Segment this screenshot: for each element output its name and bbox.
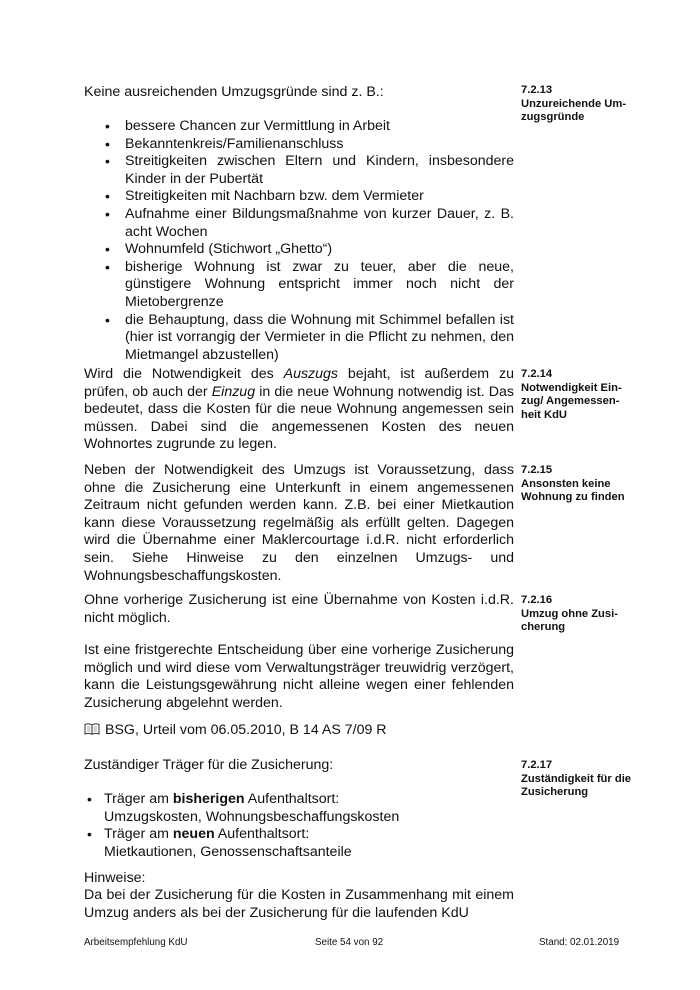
list-item: • bessere Chancen zur Vermittlung in Arbeit xyxy=(84,118,514,136)
reasons-list xyxy=(84,118,514,364)
section-number: 7.2.15 xyxy=(521,464,553,476)
margin-note-7-2-14 xyxy=(521,368,651,422)
list-item: • bisherige Wohnung ist zwar zu teuer, aber die neue, günstigere Wohnung entspricht immer noch nicht der Mietobergrenze xyxy=(84,259,514,312)
text-segment: Umzugskosten, Wohnungsbeschaffungskosten xyxy=(104,808,400,825)
hinweise-title: Hinweise: xyxy=(84,870,146,886)
paragraph-einzug xyxy=(84,366,514,454)
section-heading: zugsgründe xyxy=(521,111,585,124)
margin-note-7-2-13 xyxy=(521,84,651,125)
section-number: 7.2.14 xyxy=(521,368,553,380)
margin-note-7-2-16 xyxy=(521,594,651,635)
text-segment: bejaht, ist außerdem zu prüfen, ob auch der xyxy=(84,366,514,400)
section-heading: Umzug ohne Zusi- xyxy=(521,607,618,620)
book-icon xyxy=(84,723,100,735)
section-heading: Zusicherung xyxy=(521,786,589,799)
list-item: • die Behauptung, dass die Wohnung mit Schimmel befallen ist (hier ist vorrangig der Vermieter in die Pflicht zu nehmen, den Mietmangel abzustellen) xyxy=(84,312,514,365)
text-segment: Träger am xyxy=(104,791,173,807)
section-heading: cherung xyxy=(521,621,566,634)
text-segment: in die neue Wohnung notwendig ist. Das bedeutet, dass die Kosten für die neue Wohnung angemessen sein müssen. Dabei sind die angemessenen Kosten des neuen Wohnortes zugrunde zu legen. xyxy=(84,383,514,453)
emphasis-bisherigen: bisherigen xyxy=(172,791,245,807)
list-item xyxy=(84,791,514,826)
text-segment: Aufenthaltsort: xyxy=(244,791,340,807)
section-heading: Wohnung zu finden xyxy=(521,491,625,504)
text-segment: Mietkautionen, Genossenschaftsanteile xyxy=(104,843,352,860)
citation-text: BSG, Urteil vom 06.05.2010, B 14 AS 7/09 R xyxy=(105,722,387,738)
section-heading: Zuständigkeit für die xyxy=(521,772,632,785)
section-heading: heit KdU xyxy=(521,408,567,421)
section-heading: Unzureichende Um- xyxy=(521,97,627,110)
zustaendig-intro: Zuständiger Träger für die Zusicherung: xyxy=(84,757,334,773)
paragraph-fristgerecht: Ist eine fristgerechte Entscheidung über eine vorherige Zusicherung möglich und wird diese vom Verwaltungsträger treuwidrig verzögert, kann die Leistungsgewährung nicht alleine wegen einer fehlenden Zusicherung abgelehnt werden. xyxy=(84,642,514,711)
section-heading: zug/ Angemessen- xyxy=(521,395,620,408)
section-heading: Notwendigkeit Ein- xyxy=(521,381,622,394)
margin-note-7-2-15 xyxy=(521,464,651,505)
emphasis-neuen: neuen xyxy=(172,826,215,843)
intro-text: Keine ausreichenden Umzugsgründe sind z. B.: xyxy=(84,84,384,100)
section-number: 7.2.16 xyxy=(521,594,553,606)
emphasis-einzug: Einzug xyxy=(211,383,256,400)
footer-page-number: Seite 54 von 92 xyxy=(315,937,384,948)
text-segment: Aufenthaltsort: xyxy=(214,826,310,843)
list-item: • Streitigkeiten zwischen Eltern und Kindern, insbesondere Kinder in der Pubertät xyxy=(84,153,514,188)
paragraph-ohne-zusicherung: Ohne vorherige Zusicherung ist eine Übernahme von Kosten i.d.R. nicht möglich. xyxy=(84,592,514,626)
margin-note-7-2-17 xyxy=(521,759,651,800)
bsg-reference xyxy=(84,722,514,740)
text-segment: Träger am xyxy=(104,826,173,843)
list-item: • Aufnahme einer Bildungsmaßnahme von kurzer Dauer, z. B. acht Wochen xyxy=(84,206,514,241)
section-heading: Ansonsten keine xyxy=(521,477,611,490)
emphasis-auszug: Auszugs xyxy=(283,366,339,382)
paragraph-voraussetzung: Neben der Notwendigkeit des Umzugs ist Voraussetzung, dass ohne die Zusicherung eine Unterkunft in einem angemessenen Zeitraum nicht gefunden werden kann. Z.B. bei einer Mietkaution kann diese Voraussetzung regelmäßig als erfüllt gelten. Dagegen wird die Übernahme einer Maklercourtage i.d.R. nicht erforderlich sein. Siehe Hinweise zu den einzelnen Umzugs- und Wohnungsbeschaffungskosten. xyxy=(84,462,514,584)
traeger-list xyxy=(84,791,514,861)
list-item: • Bekanntenkreis/Familienanschluss xyxy=(84,136,514,154)
text-segment: Wird die Notwendigkeit des xyxy=(84,366,284,382)
list-item xyxy=(84,826,514,861)
hinweise-text: Da bei der Zusicherung für die Kosten in Zusammenhang mit einem Umzug anders als bei der Zusicherung für die laufenden KdU xyxy=(84,887,514,921)
section-number: 7.2.17 xyxy=(521,759,553,771)
footer-date: Stand: 02.01.2019 xyxy=(539,937,620,948)
footer-left: Arbeitsempfehlung KdU xyxy=(84,937,188,948)
list-item: • Wohnumfeld (Stichwort „Ghetto“) xyxy=(84,241,514,259)
list-item: • Streitigkeiten mit Nachbarn bzw. dem Vermieter xyxy=(84,188,514,206)
section-number: 7.2.13 xyxy=(521,84,553,96)
